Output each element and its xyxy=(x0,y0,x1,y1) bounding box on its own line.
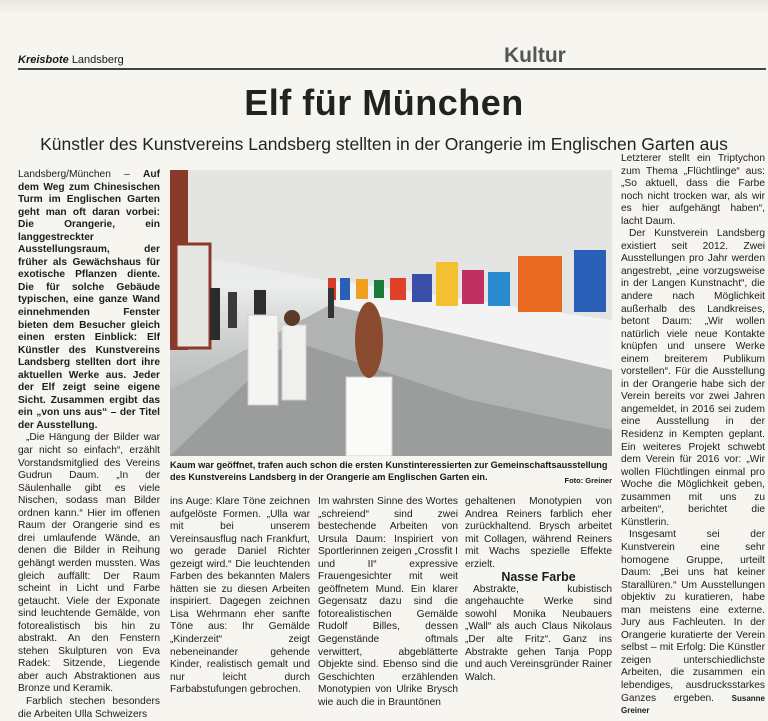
column-5 xyxy=(621,153,765,718)
brand-place: Landsberg xyxy=(71,54,124,66)
caption-text: Kaum war geöffnet, trafen auch schon die ersten Kunstinteressierten zur Gemeinschaftsausstellung des Kunstvereins Landsberg in der Orangerie am Englischen Garten ein. xyxy=(170,460,608,482)
pedestal xyxy=(346,377,392,456)
painting xyxy=(412,274,432,302)
paragraph: Farblich stechen besonders die Arbeiten Ulla Schweizers xyxy=(18,695,160,720)
photo-caption xyxy=(170,460,612,486)
lead-text: Auf dem Weg zum Chinesischen Turm im Englischen Garten geht man oft daran vorbei: Die Orangerie, ein langgestreckter Ausstellungsraum, der früher als Gewächshaus für exotische Pflanzen diente. Die für solche Gebäude typischen, eine ganze Wand einnehmenden Fenster bieten dem Besucher gleich einen ersten Einblick: Elf Künstler des Kunstvereins Landsberg stellten dort ihre aktuellen Werke aus. Jeder der Elf zeigt seine eigene Sicht. Zusammen ergibt das ein „von uns aus“ – der Titel der Ausstellung. xyxy=(18,169,160,431)
subheadline: Künstler des Kunstvereins Landsberg stellten in der Orangerie im Englischen Garten aus xyxy=(40,134,728,154)
paragraph: Der Kunstverein Landsberg existiert seit 2012. Zwei Ausstellungen pro Jahr werden angestrebt, „eine vorzugsweise in der Langen Kunstnacht“, die andere nach Möglichkeit außerhalb des Landkreises, betont Daum: „Wir wollen natürlich viele neue Kontakte knüpfen und unsere Werke einem breiterem Publikum vorstellen“. Für die Ausstellung in der Orangerie habe sich der Verein bereits vor zwei Jahren angemeldet, in 2016 sei zudem eine Ausstellung in der Residenz in Kempten geplant. Ein weiteres Projekt schwebt dem Verein für 2016 vor: „Wir wollen Flüchtlingen einmal pro Woche die Möglichkeit geben, zusammen mit uns zu arbeiten“, berichtet die Künstlerin. xyxy=(621,228,765,528)
headline: Elf für München xyxy=(244,82,524,123)
paragraph: gehaltenen Monotypien von Andrea Reiners farblich eher zurückhaltend. Brysch arbeitet mit Collagen, während Reiners mit Wachs spezielle Effekte erzielt. xyxy=(465,496,612,570)
sculpture xyxy=(284,310,300,326)
column-4 xyxy=(465,496,612,684)
page-header xyxy=(18,46,768,70)
section-title: Kultur xyxy=(504,44,566,67)
dateline: Landsberg/München – xyxy=(18,169,130,180)
painting xyxy=(488,272,510,306)
visitor xyxy=(210,288,220,340)
paragraph: Im wahrsten Sinne des Wortes „schreiend“ sind zwei bestechende Arbeiten von Ursula Daum: Inspiriert von Sportlerinnen zeigen „Crossfit I und II“ expressive Frauengesichter mit weit geöffnetem Mund. Ein klarer Gegensatz dazu sind die fotorealistischen Gemälde Rudolf Billes, dessen Gegenstände oftmals verwittert, abgeblätterte Objekte sind. Ebenso sind die Geschichten erzählenden Monotypien von Ulrike Brysch wie auch die in Brauntönen xyxy=(318,496,458,708)
painting xyxy=(436,262,458,306)
painting xyxy=(390,278,406,300)
paragraph xyxy=(621,529,765,717)
painting xyxy=(574,250,606,312)
lead-paragraph xyxy=(18,169,160,432)
gallery-illustration xyxy=(170,170,612,456)
painting xyxy=(518,256,562,312)
author-signature: Susanne Greiner xyxy=(621,693,765,716)
column-2 xyxy=(170,496,310,697)
header-rule xyxy=(18,68,766,70)
pedestal xyxy=(248,315,278,405)
brand-bold: Kreisbote xyxy=(18,54,69,66)
column-3 xyxy=(318,496,458,709)
window-pane xyxy=(176,244,210,348)
paragraph: „Die Hängung der Bilder war gar nicht so einfach“, erzählt Vorstandsmitglied des Vereins Gudrun Daum. „In der Säulenhalle gibt es viele Nischen, sodass man Bilder ordnen kann.“ Hier im offenen Raum der Orangerie sind es drei umlaufende Wände, an denen die Bilder in Reihung gehängt werden mussten. Was gleich auffällt: Der Raum scheint in Licht und Farbe getaucht. Viele der Exponate sind leuchtende Gemälde, von fotorealistisch bis hin zu abstrakt. An den Fenstern stehen Skulpturen von Eva Radek: Sitzende, Liegende aber auch Abstraktionen aus Bronze und Keramik. xyxy=(18,432,160,695)
visitor xyxy=(328,288,334,318)
painting xyxy=(340,278,350,300)
paragraph: Abstrakte, kubistisch angehauchte Werke sind sowohl Monika Neubauers „Wall“ als auch Claus Nikolaus „Der alte Fritz“. Ganz ins Abstrakte gehen Tanja Popp und auch Vereinsgründer Rainer Walch. xyxy=(465,583,612,683)
publication-name xyxy=(18,54,124,66)
pedestal xyxy=(282,325,306,400)
photo-credit: Foto: Greiner xyxy=(564,475,612,485)
subheading: Nasse Farbe xyxy=(501,570,576,585)
exhibition-photo xyxy=(170,170,612,456)
painting xyxy=(462,270,484,304)
paragraph: ins Auge: Klare Töne zeichnen aufgelöste Formen. „Ulla war mit bei unserem Vereinsausflug nach Frankfurt, wo gerade Daniel Richter gezeigt wird.“ Die leuchtenden Farben des bekannten Malers hätten sie zu diesen Arbeiten inspiriert. Dagegen zeichnen Lisa Wehrmann eher sanfte Töne aus: Ihr Gemälde „Kinderzeit“ zeigt nebeneinander gehende Kinder, realistisch gemalt und nur leicht durch Farbabstufungen gebrochen. xyxy=(170,496,310,696)
paragraph: Letzterer stellt ein Triptychon zum Thema „Flüchtlinge“ aus: „So aktuell, dass die Farbe noch nicht trocken war, als wir es hier aufgehängt haben“, lacht Daum. xyxy=(621,153,765,227)
scan-edge xyxy=(0,0,768,14)
paragraph-text: Insgesamt sei der Kunstverein eine sehr homogene Gruppe, urteilt Daum: „Bei uns hat keiner Starallüren.“ Um Ausstellungen objektiv zu kuratieren, habe man meistens eine externe. Jury aus Fachleuten. In der Orangerie kuratierte der Verein selbst – mit Erfolg: Die Künstler zeigen unterschiedlichste Arbeiten, die zusammen ein lebendiges, ausdrucksstarkes Ganzes ergeben. xyxy=(621,529,765,704)
visitor xyxy=(228,292,237,328)
painting xyxy=(374,280,384,298)
column-1 xyxy=(18,169,160,721)
painting xyxy=(356,279,368,299)
sculpture xyxy=(355,302,383,378)
